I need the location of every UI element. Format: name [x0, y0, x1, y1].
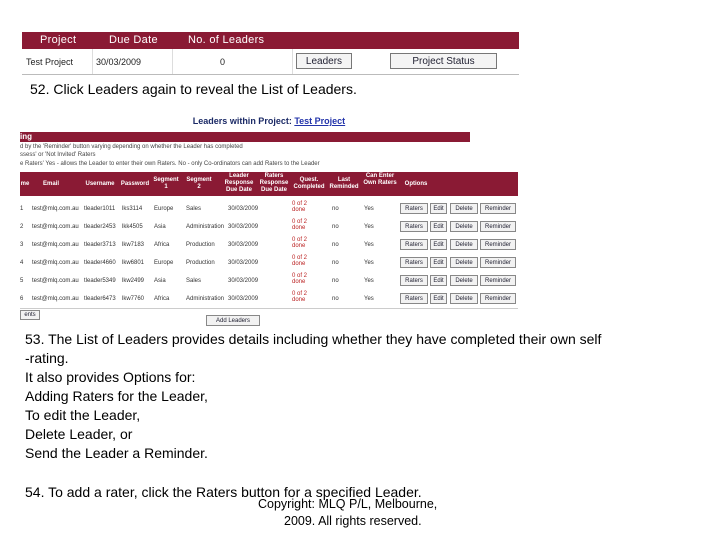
row-due-date: 30/03/2009 [228, 296, 259, 302]
text-53-line: 53. The List of Leaders provides details including whether they have completed their own self [25, 331, 602, 347]
row-segment-2: Sales [186, 278, 202, 284]
row-own-raters: Yes [364, 206, 374, 212]
row-email: test@mlq.com.au [32, 224, 79, 230]
col-raters-due: Raters Response Due Date [259, 173, 289, 193]
row-own-raters: Yes [364, 242, 374, 248]
table-row [20, 272, 518, 291]
project-table-header [22, 32, 519, 49]
delete-button[interactable]: Delete [450, 257, 478, 268]
row-number: 4 [20, 260, 24, 266]
leaders-table-header [20, 172, 518, 196]
edit-button[interactable]: Edit [430, 221, 447, 232]
col-password: Password [120, 181, 150, 187]
row-reminded: no [332, 206, 339, 212]
col-no-of-leaders: No. of Leaders [188, 34, 265, 46]
col-name: me [20, 181, 30, 187]
row-password: lks3114 [122, 206, 143, 212]
col-segment-2: Segment 2 [186, 177, 212, 190]
row-own-raters: Yes [364, 278, 374, 284]
row-segment-2: Production [186, 242, 215, 248]
leaders-title [20, 116, 518, 126]
row-number: 3 [20, 242, 24, 248]
edit-button[interactable]: Edit [430, 257, 447, 268]
text-53-line: To edit the Leader, [25, 407, 141, 423]
row-due-date: 30/03/2009 [228, 242, 259, 248]
caption-step-52: 52. Click Leaders again to reveal the List of Leaders. [30, 81, 357, 97]
reminder-button[interactable]: Reminder [480, 257, 516, 268]
reminder-button[interactable]: Reminder [480, 221, 516, 232]
row-completed: 0 of 2 done [292, 219, 308, 231]
divider [92, 49, 93, 74]
row-segment-1: Asia [154, 278, 166, 284]
edit-button[interactable]: Edit [430, 203, 447, 214]
delete-button[interactable]: Delete [450, 293, 478, 304]
col-username: Username [85, 181, 115, 187]
add-leaders-button[interactable]: Add Leaders [206, 315, 260, 326]
col-project: Project [40, 34, 77, 46]
row-reminded: no [332, 224, 339, 230]
row-email: test@mlq.com.au [32, 260, 79, 266]
row-segment-1: Europe [154, 260, 174, 266]
leader-count: 0 [220, 57, 226, 67]
row-username: tleader6473 [84, 296, 116, 302]
copyright-line-1: Copyright: MLQ P/L, Melbourne, [258, 497, 438, 511]
delete-button[interactable]: Delete [450, 239, 478, 250]
row-completed: 0 of 2 done [292, 237, 308, 249]
raters-button[interactable]: Raters [400, 257, 428, 268]
row-segment-2: Sales [186, 206, 202, 212]
section-bar [20, 132, 470, 142]
col-due-date: Due Date [109, 34, 158, 46]
row-username: tleader4660 [84, 260, 116, 266]
text-53-line: It also provides Options for: [25, 369, 196, 385]
reminder-button[interactable]: Reminder [480, 293, 516, 304]
row-due-date: 30/03/2009 [228, 224, 259, 230]
project-table [22, 32, 519, 74]
text-53-line: Delete Leader, or [25, 426, 133, 442]
row-completed: 0 of 2 done [292, 291, 308, 303]
project-due-date: 30/03/2009 [96, 57, 142, 67]
row-number: 1 [20, 206, 24, 212]
delete-button[interactable]: Delete [450, 221, 478, 232]
section-label: ing [20, 132, 32, 141]
row-completed: 0 of 2 done [292, 273, 308, 285]
row-completed: 0 of 2 done [292, 201, 308, 213]
edit-button[interactable]: Edit [430, 293, 447, 304]
row-email: test@mlq.com.au [32, 242, 79, 248]
edit-button[interactable]: Edit [430, 275, 447, 286]
row-segment-1: Africa [154, 242, 170, 248]
col-last-reminded: Last Reminded [329, 177, 359, 190]
row-segment-2: Production [186, 260, 215, 266]
leaders-title-text: Leaders within Project: [192, 116, 295, 126]
note-line: ssess' or 'Not Invited' Raters [20, 152, 96, 158]
row-email: test@mlq.com.au [32, 206, 79, 212]
leaders-button[interactable]: Leaders [296, 53, 352, 69]
row-segment-1: Europe [154, 206, 174, 212]
row-username: tleader2453 [84, 224, 116, 230]
raters-button[interactable]: Raters [400, 239, 428, 250]
divider [292, 49, 293, 74]
text-54: 54. To add a rater, click the Raters button for a specified Leader. [25, 484, 422, 500]
col-email: Email [42, 181, 59, 187]
row-number: 2 [20, 224, 24, 230]
row-segment-1: Asia [154, 224, 166, 230]
row-email: test@mlq.com.au [32, 278, 79, 284]
row-reminded: no [332, 296, 339, 302]
delete-button[interactable]: Delete [450, 203, 478, 214]
table-row [20, 236, 518, 255]
table-row [20, 254, 518, 273]
row-segment-2: Administration [186, 224, 225, 230]
table-row [20, 290, 518, 309]
reminder-button[interactable]: Reminder [480, 275, 516, 286]
row-number: 6 [20, 296, 24, 302]
row-password: lkw6801 [122, 260, 145, 266]
row-password: lkw7183 [122, 242, 145, 248]
text-53-line: Adding Raters for the Leader, [25, 388, 208, 404]
row-password: lkw2499 [122, 278, 145, 284]
row-segment-2: Administration [186, 296, 225, 302]
row-username: tleader5349 [84, 278, 116, 284]
table-row [20, 200, 518, 219]
row-own-raters: Yes [364, 296, 374, 302]
project-link[interactable]: Test Project [294, 116, 346, 126]
raters-button[interactable]: Raters [400, 221, 428, 232]
raters-button[interactable]: Raters [400, 203, 428, 214]
note-line: e Raters' Yes - allows the Leader to enter their own Raters. No - only Co-ordinators can add Raters to the Leader [20, 161, 320, 167]
row-reminded: no [332, 278, 339, 284]
col-segment-1: Segment 1 [153, 177, 179, 190]
copyright-line-2: 2009. All rights reserved. [284, 514, 422, 528]
reminder-button[interactable]: Reminder [480, 203, 516, 214]
col-completed: Quest. Completed [293, 177, 325, 190]
row-number: 5 [20, 278, 24, 284]
project-name: Test Project [26, 57, 74, 67]
row-completed: 0 of 2 done [292, 255, 308, 267]
text-53-line: Send the Leader a Reminder. [25, 445, 208, 461]
col-leader-due: Leader Response Due Date [224, 173, 254, 193]
leaders-panel [20, 111, 518, 329]
row-segment-1: Africa [154, 296, 170, 302]
table-row [20, 218, 518, 237]
row-own-raters: Yes [364, 260, 374, 266]
col-own-raters: Can Enter Own Raters [363, 173, 397, 186]
row-password: lkk4505 [122, 224, 143, 230]
divider [172, 49, 173, 74]
delete-button[interactable]: Delete [450, 275, 478, 286]
row-username: tleader1011 [84, 206, 116, 212]
col-options: Options [404, 181, 428, 187]
raters-button[interactable]: Raters [400, 293, 428, 304]
row-due-date: 30/03/2009 [228, 260, 259, 266]
row-password: lkw7760 [122, 296, 145, 302]
project-status-button[interactable]: Project Status [390, 53, 497, 69]
row-due-date: 30/03/2009 [228, 206, 259, 212]
left-partial-button[interactable]: ents [20, 310, 40, 320]
row-username: tleader3713 [84, 242, 116, 248]
row-reminded: no [332, 260, 339, 266]
text-53-line: -rating. [25, 350, 69, 366]
note-line: d by the 'Reminder' button varying depending on whether the Leader has completed [20, 144, 243, 150]
edit-button[interactable]: Edit [430, 239, 447, 250]
row-own-raters: Yes [364, 224, 374, 230]
row-reminded: no [332, 242, 339, 248]
row-email: test@mlq.com.au [32, 296, 79, 302]
row-due-date: 30/03/2009 [228, 278, 259, 284]
raters-button[interactable]: Raters [400, 275, 428, 286]
reminder-button[interactable]: Reminder [480, 239, 516, 250]
